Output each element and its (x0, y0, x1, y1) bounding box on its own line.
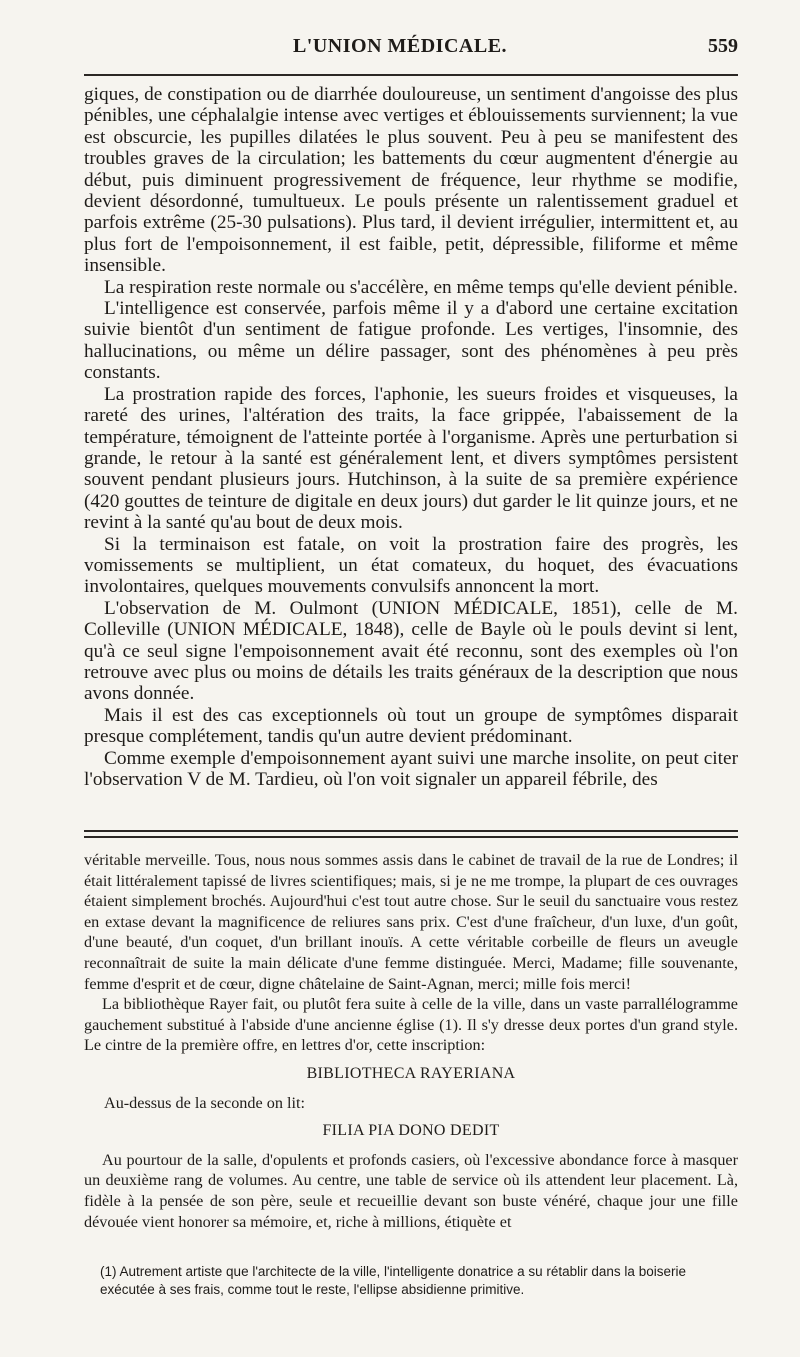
header-rule (84, 74, 738, 76)
main-body-text (84, 84, 738, 790)
running-head (0, 35, 800, 65)
body-paragraph-3: L'intelligence est conservée, parfois même il y a d'abord une certaine excitation suivie bientôt d'un sentiment de fatigue profonde. Les vertiges, l'insomnie, des hallucinations, ou même un délire passager, sont des phénomènes à peu près constants. (84, 298, 738, 384)
page-number: 559 (708, 35, 738, 57)
body-paragraph-1: giques, de constipation ou de diarrhée douloureuse, un sentiment d'angoisse des plus pénibles, une céphalalgie intense avec vertiges et éblouissements surviennent; la vue est obscurcie, les pupilles dilatées le plus souvent. Peu à peu se manifestent des troubles graves de la circulation; les battements du cœur augmentent d'énergie au début, puis diminuent progressivement de fréquence, leur rhythme se modifie, devient désordonné, tumultueux. Le pouls présente un ralentissement graduel et parfois extrême (25-30 pulsations). Plus tard, il devient irrégulier, intermittent et, au plus fort de l'empoisonnement, il est faible, petit, dépressible, filiforme et même insensible. (84, 84, 738, 277)
inscription-second-door: FILIA PIA DONO DEDIT (322, 1122, 500, 1140)
footnote-separator (84, 830, 738, 838)
feuilleton-paragraph-2: La bibliothèque Rayer fait, ou plutôt fera suite à celle de la ville, dans un vaste parrallélogramme gauchement substitué à l'abside d'une ancienne église (1). Il s'y dresse deux portes d'un grand style. Le cintre de la première offre, en lettres d'or, cette inscription: (84, 995, 738, 1055)
endnote-line-1: (1) Autrement artiste que l'architecte de la ville, l'intelligente donatrice a su rétablir dans la boiserie (100, 1264, 686, 1279)
journal-title: L'UNION MÉDICALE. (292, 35, 508, 57)
feuilleton-paragraph-4: Au pourtour de la salle, d'opulents et profonds casiers, où l'excessive abondance force à masquer un deuxième rang de volumes. Au centre, une table de service où ils attendent leur placement. Là, fidèle à la pensée de son père, seule et recueillie devant son buste vénéré, chaque jour une fille dévouée vient honorer sa mémoire, et, riche à millions, étiquète et (84, 1150, 738, 1231)
body-paragraph-6: L'observation de M. Oulmont (UNION MÉDICALE, 1851), celle de M. Colleville (UNION MÉDICALE, 1848), celle de Bayle où le pouls devint si lent, qu'à ce seul signe l'empoisonnement avait été reconnu, sont des exemples où l'on retrouve avec plus ou moins de détails les traits généraux de la description que nous avons donnée. (84, 597, 738, 705)
feuilleton-paragraph-1: véritable merveille. Tous, nous nous sommes assis dans le cabinet de travail de la rue de Londres; il était littéralement tapissé de livres scientifiques; mais, si je ne me trompe, la plupart de ces ouvrages étaient simplement brochés. Aujourd'hui c'est tout autre chose. Sur le seuil du sanctuaire vous restez en extase devant la magnificence de reliures sans prix. C'est d'une fraîcheur, d'un luxe, d'un goût, d'une beauté, d'un coquet, d'un brillant inouïs. A cette véritable corbeille de fleurs un aveugle reconnaîtrait de suite la main délicate d'une femme distinguée. Merci, Madame; fille souvenante, femme d'esprit et de cœur, digne châtelaine de Saint-Agnan, merci; mille fois merci! (84, 851, 738, 993)
body-paragraph-7: Mais il est des cas exceptionnels où tout un groupe de symptômes disparait presque complétement, tandis qu'un autre devient prédominant. (84, 704, 738, 748)
feuilleton-text (84, 850, 738, 1232)
endnote-line-2: exécutée à ses frais, comme tout le reste, l'ellipse absidienne primitive. (100, 1281, 525, 1297)
body-paragraph-5: Si la terminaison est fatale, on voit la prostration faire des progrès, les vomissements se multiplient, un état comateux, du hoquet, des évacuations involontaires, quelques mouvements convulsifs annoncent la mort. (84, 533, 738, 598)
body-paragraph-8: Comme exemple d'empoisonnement ayant suivi une marche insolite, on peut citer l'observation V de M. Tardieu, où l'on voit signaler un appareil fébrile, des (84, 747, 738, 790)
body-paragraph-2: La respiration reste normale ou s'accélère, en même temps qu'elle devient pénible. (104, 276, 738, 298)
body-paragraph-4: La prostration rapide des forces, l'aphonie, les sueurs froides et visqueuses, la rareté des urines, l'altération des traits, la face grippée, l'abaissement de la température, témoignent de l'atteinte portée à l'organisme. Après une perturbation si grande, le retour à la santé est généralement lent, et divers symptômes persistent souvent pendant plusieurs jours. Hutchinson, à la suite de sa première expérience (420 gouttes de teinture de digitale en deux jours) dut garder le lit quinze jours, et ne revint à la santé qu'au bout de deux mois. (84, 383, 738, 534)
feuilleton-paragraph-3: Au-dessus de la seconde on lit: (104, 1093, 305, 1112)
endnote (100, 1263, 738, 1298)
inscription-first-door: BIBLIOTHECA RAYERIANA (306, 1064, 516, 1082)
